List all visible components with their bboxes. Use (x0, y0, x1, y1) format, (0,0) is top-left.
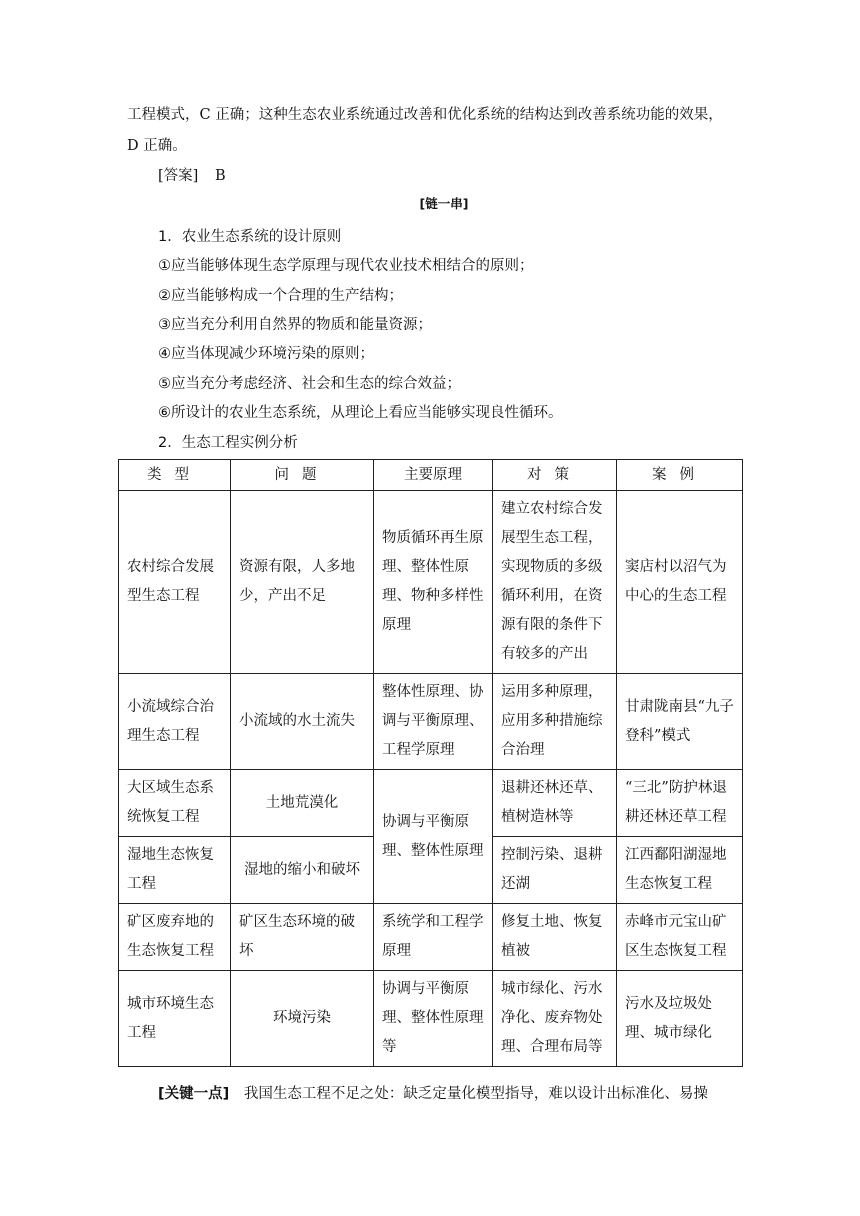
cell-problem: 资源有限，人多地少，产出不足 (231, 491, 374, 674)
cell-case: 污水及垃圾处理、城市绿化 (617, 971, 743, 1067)
cell-case: 窦店村以沼气为中心的生态工程 (617, 491, 743, 674)
cell-problem: 矿区生态环境的破坏 (231, 904, 374, 971)
key-point-label: [关键一点] (158, 1086, 230, 1102)
cell-type: 矿区废弃地的生态恢复工程 (119, 904, 231, 971)
principle-item: ⑤应当充分考虑经济、社会和生态的综合效益； (158, 376, 461, 392)
cell-problem: 土地荒漠化 (231, 770, 374, 837)
table-heading: 2．生态工程实例分析 (158, 435, 298, 451)
table-row (119, 904, 743, 971)
intro-line-2: D 正确。 (127, 138, 187, 154)
principles-heading: 1．农业生态系统的设计原则 (158, 229, 342, 245)
answer-label: [答案] (158, 168, 199, 184)
table-row (119, 491, 743, 674)
principle-item: ②应当能够构成一个合理的生产结构； (158, 288, 403, 304)
header-case: 案例 (617, 460, 743, 491)
principle-item: ⑥所设计的农业生态系统，从理论上看应当能够实现良性循环。 (158, 405, 563, 421)
principle-item: ①应当能够体现生态学原理与现代农业技术相结合的原则； (158, 258, 534, 274)
cell-case: 甘肃陇南县“九子登科”模式 (617, 674, 743, 770)
cell-principle: 系统学和工程学原理 (374, 904, 493, 971)
table-row (119, 971, 743, 1067)
cell-strategy: 修复土地、恢复植被 (493, 904, 617, 971)
header-type: 类型 (119, 460, 231, 491)
cell-case: 赤峰市元宝山矿区生态恢复工程 (617, 904, 743, 971)
cell-strategy: 城市绿化、污水净化、废弃物处理、合理布局等 (493, 971, 617, 1067)
cell-case: “三北”防护林退耕还林还草工程 (617, 770, 743, 837)
principle-item: ④应当体现减少环境污染的原则； (158, 346, 374, 362)
cell-type: 湿地生态恢复工程 (119, 837, 231, 904)
table-header-row (119, 460, 743, 491)
cell-problem: 环境污染 (231, 971, 374, 1067)
cell-case: 江西鄱阳湖湿地生态恢复工程 (617, 837, 743, 904)
table-row (119, 770, 743, 837)
cell-strategy: 控制污染、退耕还湖 (493, 837, 617, 904)
table-row (119, 674, 743, 770)
cell-type: 大区域生态系统恢复工程 (119, 770, 231, 837)
cell-principle: 协调与平衡原理、整体性原理等 (374, 971, 493, 1067)
key-point-line (158, 1082, 708, 1103)
eco-engineering-table (118, 459, 743, 1067)
key-point-text: 我国生态工程不足之处：缺乏定量化模型指导，难以设计出标准化、易操 (243, 1086, 708, 1102)
cell-type: 城市环境生态工程 (119, 971, 231, 1067)
answer-value: B (214, 168, 226, 184)
cell-principle: 物质循环再生原理、整体性原理、物种多样性原理 (374, 491, 493, 674)
cell-type: 农村综合发展型生态工程 (119, 491, 231, 674)
header-problem: 问题 (231, 460, 374, 491)
section-tag: [链一串] (419, 196, 469, 211)
cell-strategy: 退耕还林还草、植树造林等 (493, 770, 617, 837)
header-principle: 主要原理 (374, 460, 493, 491)
cell-problem: 小流域的水土流失 (231, 674, 374, 770)
intro-line-1: 工程模式，C 正确；这种生态农业系统通过改善和优化系统的结构达到改善系统功能的效果， (127, 107, 723, 123)
cell-problem: 湿地的缩小和破坏 (231, 837, 374, 904)
answer-line (158, 164, 226, 185)
cell-principle: 协调与平衡原理、整体性原理 (374, 770, 493, 904)
cell-strategy: 建立农村综合发展型生态工程，实现物质的多级循环利用，在资源有限的条件下有较多的产出 (493, 491, 617, 674)
cell-strategy: 运用多种原理，应用多种措施综合治理 (493, 674, 617, 770)
header-strategy: 对策 (493, 460, 617, 491)
principle-item: ③应当充分利用自然界的物质和能量资源； (158, 317, 432, 333)
cell-principle: 整体性原理、协调与平衡原理、工程学原理 (374, 674, 493, 770)
cell-type: 小流域综合治理生态工程 (119, 674, 231, 770)
